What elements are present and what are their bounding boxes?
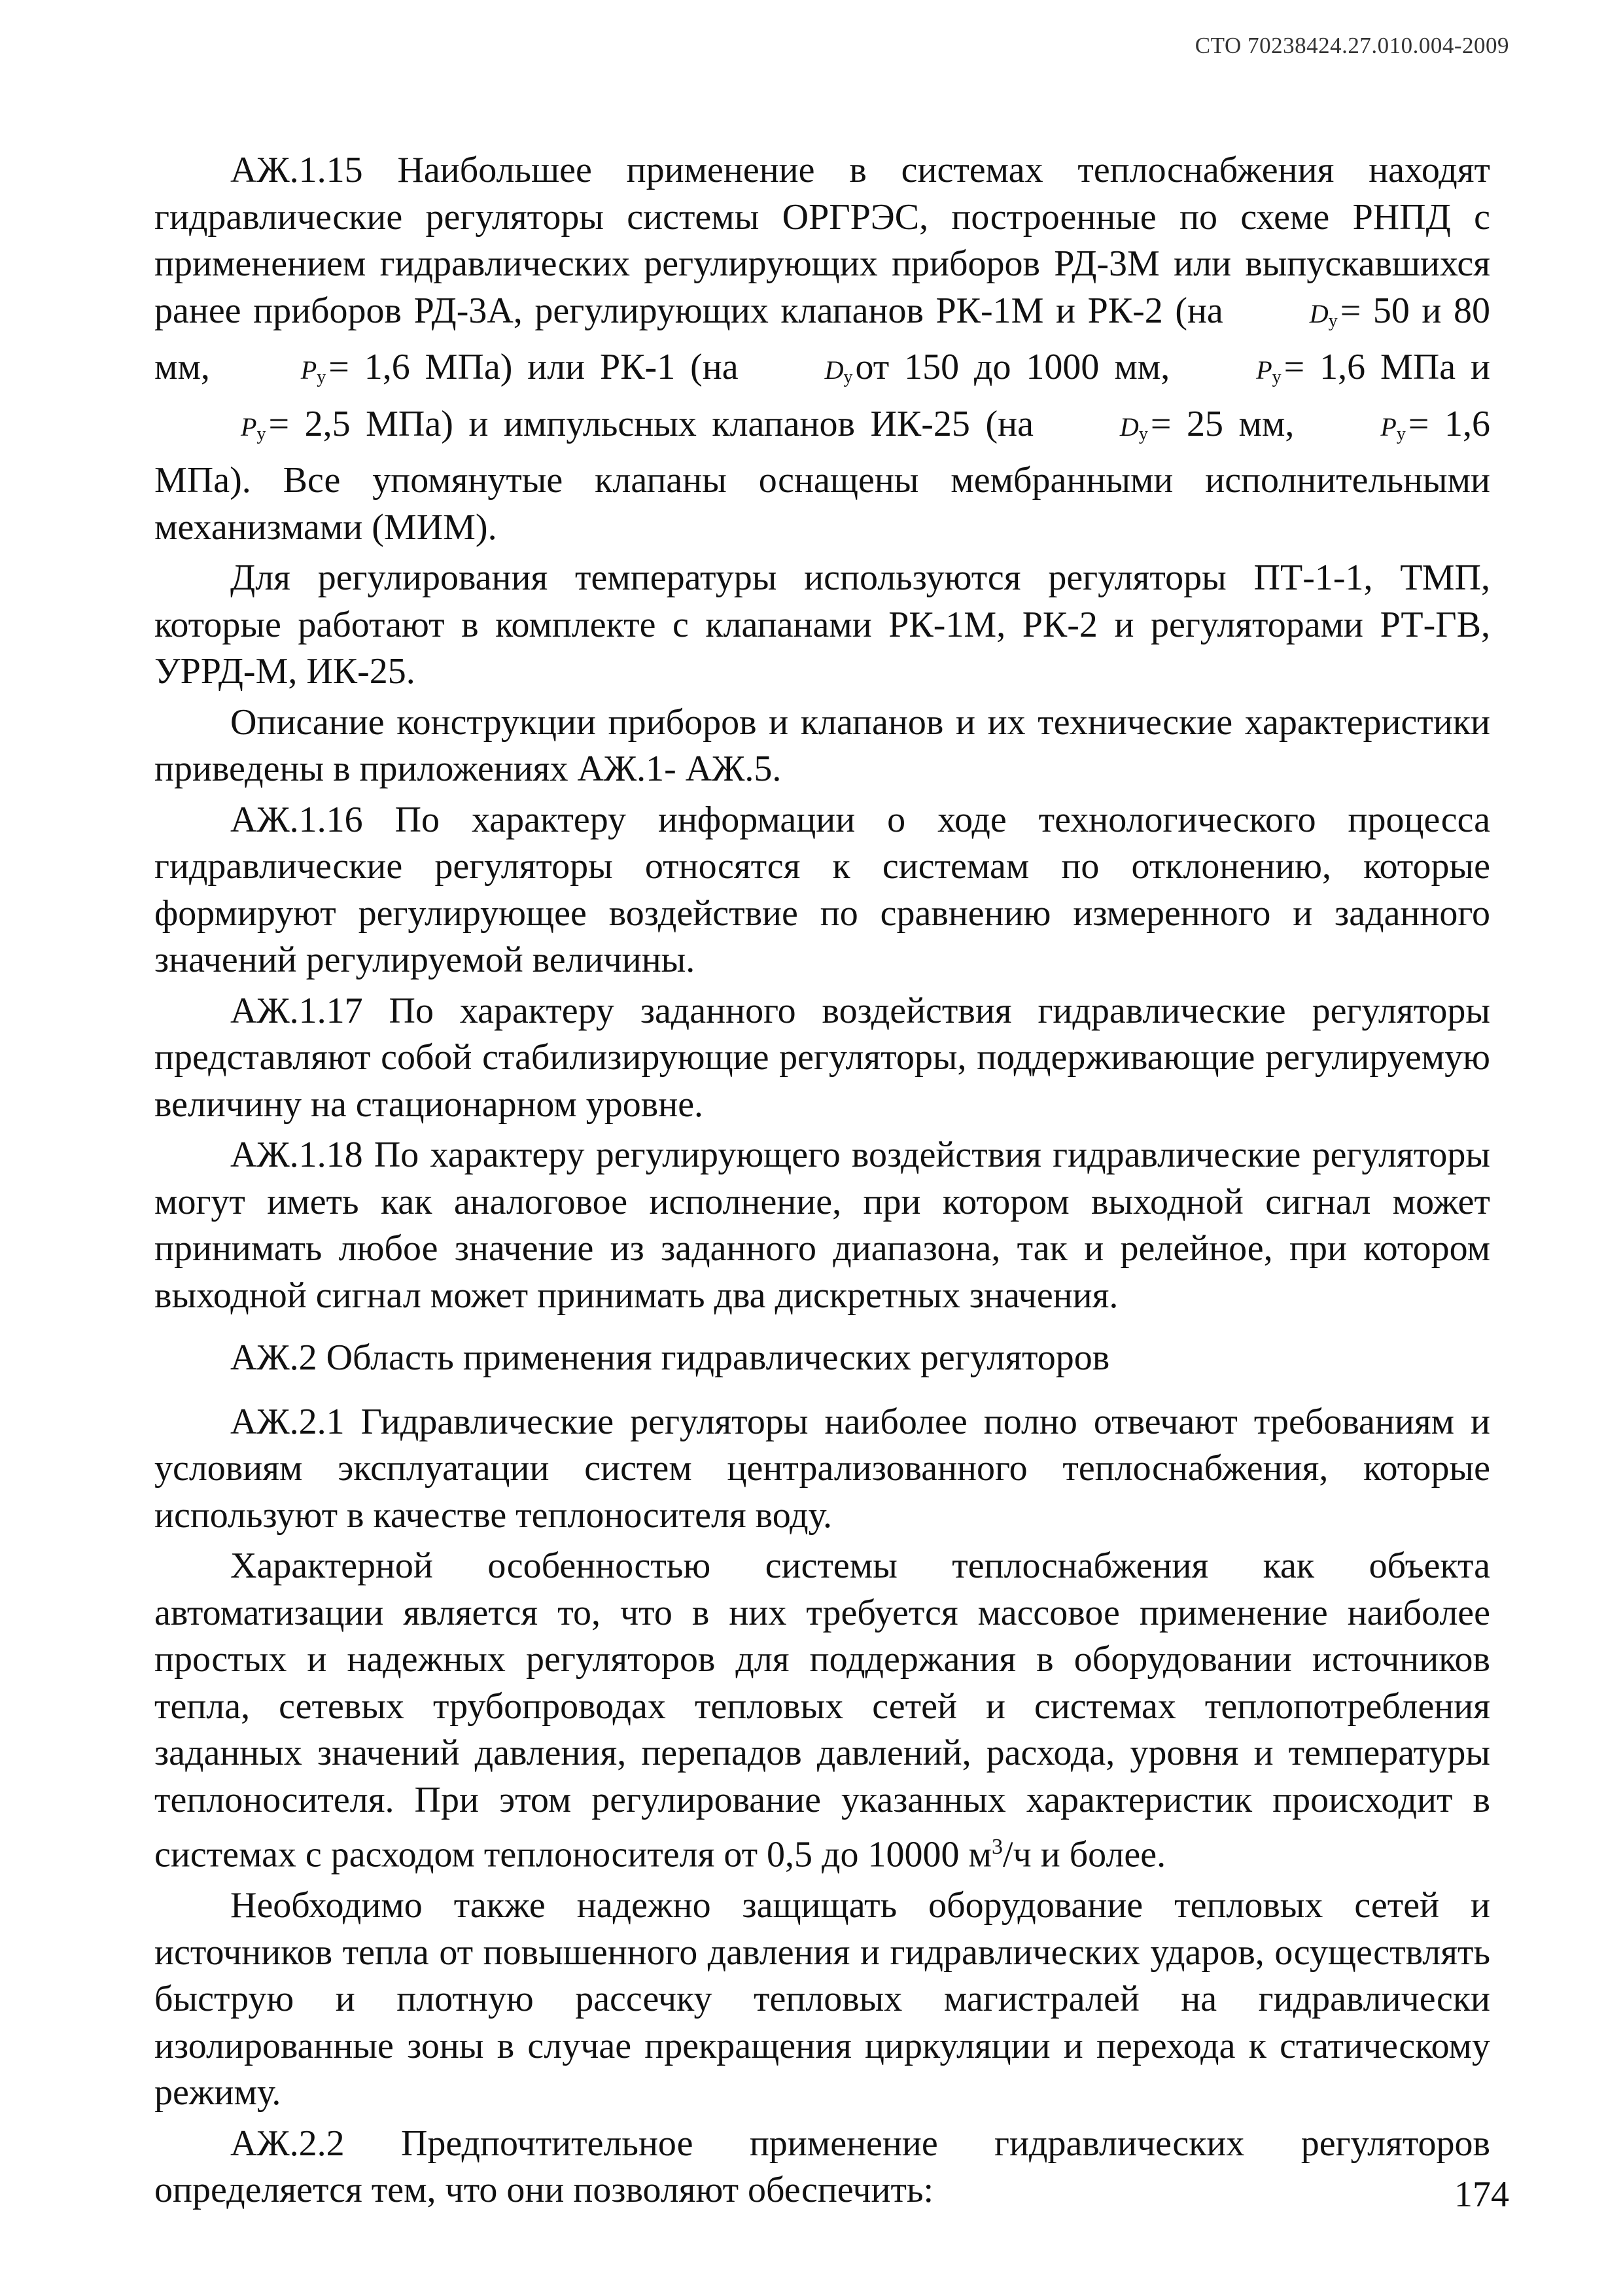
document-body xyxy=(154,147,1490,2218)
text-fragment: = 25 мм, xyxy=(1150,403,1295,444)
superscript: 3 xyxy=(992,1835,1003,1859)
text-fragment: = 2,5 МПа) и импульсных клапанов ИК-25 (на xyxy=(268,403,1034,444)
text-fragment: = 1,6 МПа и xyxy=(1283,347,1490,387)
paragraph-protection: Необходимо также надежно защищать оборудование тепловых сетей и источников тепла от повышенного давления и гидравлических ударов, осуществлять быструю и плотную рассечку тепловых магистралей на гидравлически изолированные зоны в случае прекращения циркуляции и перехода к статическому режиму. xyxy=(154,1885,1490,2113)
paragraph-1-16: АЖ.1.16 По характеру информации о ходе технологического процесса гидравлические регуляторы относятся к системам по отклонению, которые формируют регулирующее воздействие по сравнению измеренного и заданного значений регулируемой величины. xyxy=(154,799,1490,980)
paragraph-temperature-regulators: Для регулирования температуры используются регуляторы ПТ-1-1, ТМП, которые работают в комплекте с клапанами РК-1М, РК-2 и регуляторами РТ-ГВ, УРРД-М, ИК-25. xyxy=(154,557,1490,692)
paragraph-1-18: АЖ.1.18 По характеру регулирующего воздействия гидравлические регуляторы могут иметь как аналоговое исполнение, при котором выходной сигнал может принимать любое значение из заданного диапазона, так и релейное, при котором выходной сигнал может принимать два дискретных значения. xyxy=(154,1135,1490,1316)
text-fragment: от 150 до 1000 мм, xyxy=(855,347,1170,387)
variable-dy: $D_у$ xyxy=(1119,412,1148,444)
text-fragment: = 1,6 МПа) или РК-1 (на xyxy=(328,347,739,387)
paragraph-1-17: АЖ.1.17 По характеру заданного воздействия гидравлические регуляторы представляют собой стабилизирующие регуляторы, поддерживающие регулируемую величину на стационарном уровне. xyxy=(154,990,1490,1125)
page-number: 174 xyxy=(1454,2174,1509,2215)
variable-dy: $D_у$ xyxy=(824,355,853,387)
variable-py: $P_у$ xyxy=(1256,355,1282,387)
variable-py: $P_у$ xyxy=(300,355,326,387)
variable-py: $P_у$ xyxy=(241,412,266,444)
text-fragment: Характерной особенностью системы теплоснабжения как объекта автоматизации является то, что в них требуется массовое применение наиболее простых и надежных регуляторов для поддержания в оборудовании источников тепла, сетевых трубопроводах тепловых сетей и системах теплопотребления заданных значений давления, перепадов давлений, расхода, уровня и температуры теплоносителя. При этом регулирование указанных характеристик происходит в системах с расходом теплоносителя от 0,5 до 10000 м xyxy=(154,1545,1490,1875)
paragraph-appendix-reference: Описание конструкции приборов и клапанов и их технические характеристики приведены в приложениях АЖ.1- АЖ.5. xyxy=(154,701,1490,789)
variable-dy: $D_у$ xyxy=(1309,298,1338,331)
document-code-header: СТО 70238424.27.010.004-2009 xyxy=(1195,33,1509,58)
text-fragment: = 50 и 80 мм, xyxy=(154,290,1490,387)
variable-py: $P_у$ xyxy=(1380,412,1406,444)
paragraph-1-15 xyxy=(154,147,1490,551)
section-heading-2: АЖ.2 Область применения гидравлических регуляторов xyxy=(230,1337,1110,1378)
text-fragment: /ч и более. xyxy=(1003,1834,1166,1875)
paragraph-2-1: АЖ.2.1 Гидравлические регуляторы наиболее полно отвечают требованиям и условиям эксплуатации систем централизованного теплоснабжения, которые используют в качестве теплоносителя воду. xyxy=(154,1401,1490,1536)
text-fragment: АЖ.1.15 Наибольшее применение в системах теплоснабжения находят гидравлические регуляторы системы ОРГРЭС, построенные по схеме РНПД с применением гидравлических регулирующих приборов РД-3М или выпускавшихся ранее приборов РД-3А, регулирующих клапанов РК-1М и РК-2 (на xyxy=(154,150,1490,331)
text-fragment: = 1,6 МПа). Все упомянутые клапаны оснащены мембранными исполнительными механизмами (МИМ). xyxy=(154,403,1490,548)
paragraph-2-2: АЖ.2.2 Предпочтительное применение гидравлических регуляторов определяется тем, что они позволяют обеспечить: xyxy=(154,2123,1490,2211)
paragraph-system-features xyxy=(154,1543,1490,1879)
